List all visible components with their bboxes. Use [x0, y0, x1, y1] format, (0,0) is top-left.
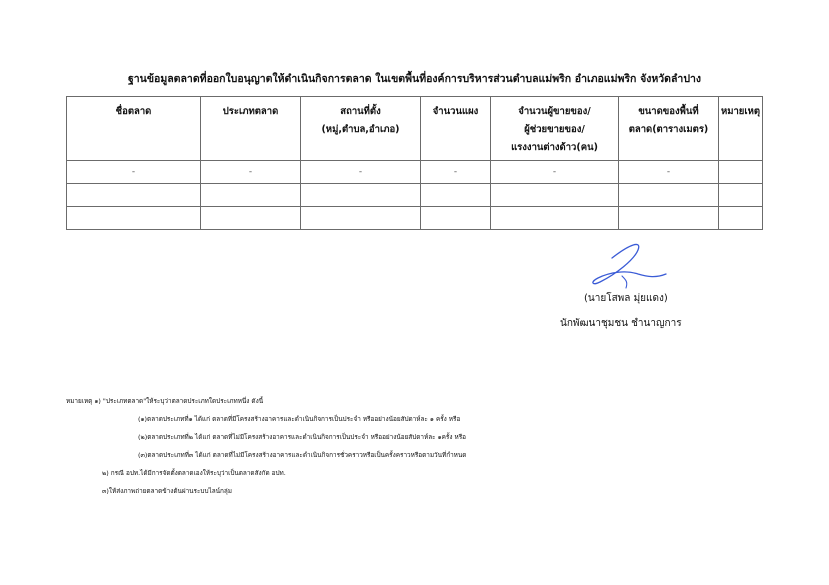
header-remarks: หมายเหตุ	[719, 97, 763, 161]
note-line: ๓)ให้ส่งภาพถ่ายตลาดข้างต้นผ่านระบบไลน์กลุ่ม	[102, 487, 233, 495]
table-cell	[67, 184, 201, 207]
header-market-type: ประเภทตลาด	[201, 97, 301, 161]
table-cell	[301, 207, 421, 230]
table-cell	[719, 207, 763, 230]
table-cell	[619, 207, 719, 230]
table-cell	[67, 207, 201, 230]
table-cell: -	[301, 161, 421, 184]
table-cell: -	[491, 161, 619, 184]
table-cell	[491, 184, 619, 207]
header-stall-count: จำนวนแผง	[421, 97, 491, 161]
table-row	[67, 184, 763, 207]
table-cell	[421, 184, 491, 207]
header-vendor-count: จำนวนผู้ขายของ/ ผู้ช่วยขายของ/ แรงงานต่างด้าว(คน)	[491, 97, 619, 161]
table-cell	[301, 184, 421, 207]
table-cell: -	[201, 161, 301, 184]
document-title: ฐานข้อมูลตลาดที่ออกใบอนุญาตให้ดำเนินกิจการตลาด ในเขตพื้นที่องค์การบริหารส่วนตำบลแม่พริก อำเภอแม่พริก จังหวัดลำปาง	[127, 73, 702, 85]
table-cell: -	[67, 161, 201, 184]
note-line: (๒)ตลาดประเภทที่๒ ได้แก่ ตลาดที่ไม่มีโครงสร้างอาคารและดำเนินกิจการเป็นประจำ หรืออย่างน้อยสัปดาห์ละ ๑ครั้ง หรือ	[138, 433, 466, 441]
market-table	[66, 96, 763, 230]
header-market-area: ขนาดของพื้นที่ ตลาด(ตารางเมตร)	[619, 97, 719, 161]
header-location: สถานที่ตั้ง (หมู่,ตำบล,อำเภอ)	[301, 97, 421, 161]
remarks-section	[66, 392, 466, 500]
table-cell	[719, 161, 763, 184]
table-cell	[491, 207, 619, 230]
table-cell	[201, 207, 301, 230]
table-cell	[719, 184, 763, 207]
table-header-row	[67, 97, 763, 161]
handwritten-signature	[582, 238, 672, 294]
note-line: ๒) กรณี อปท.ได้มีการจัดตั้งตลาดเองให้ระบุว่าเป็นตลาดสังกัด อปท.	[102, 469, 286, 477]
table-cell	[619, 184, 719, 207]
note-line: (๓)ตลาดประเภทที่๓ ได้แก่ ตลาดที่ไม่มีโครงสร้างอาคารและดำเนินกิจการชั่วคราวหรือเป็นครั้งคราวหรือตามวันที่กำหนด	[138, 451, 467, 459]
table-cell: -	[619, 161, 719, 184]
note-line: (๑)ตลาดประเภทที่๑ ได้แก่ ตลาดที่มีโครงสร้างอาคารและดำเนินกิจการเป็นประจำ หรืออย่างน้อยสัปดาห์ละ ๑ ครั้ง หรือ	[138, 415, 461, 423]
table-row	[67, 207, 763, 230]
table-cell	[201, 184, 301, 207]
note-line: หมายเหตุ ๑) "ประเภทตลาด"ให้ระบุว่าตลาดประเภทใดประเภทหนึ่ง ดังนี้	[66, 397, 264, 405]
table-cell	[421, 207, 491, 230]
header-market-name: ชื่อตลาด	[67, 97, 201, 161]
signatory-name: (นายโสพล มุ่ยแดง)	[584, 293, 668, 304]
table-cell: -	[421, 161, 491, 184]
table-row	[67, 161, 763, 184]
signatory-position: นักพัฒนาชุมชน ชำนาญการ	[560, 318, 682, 329]
